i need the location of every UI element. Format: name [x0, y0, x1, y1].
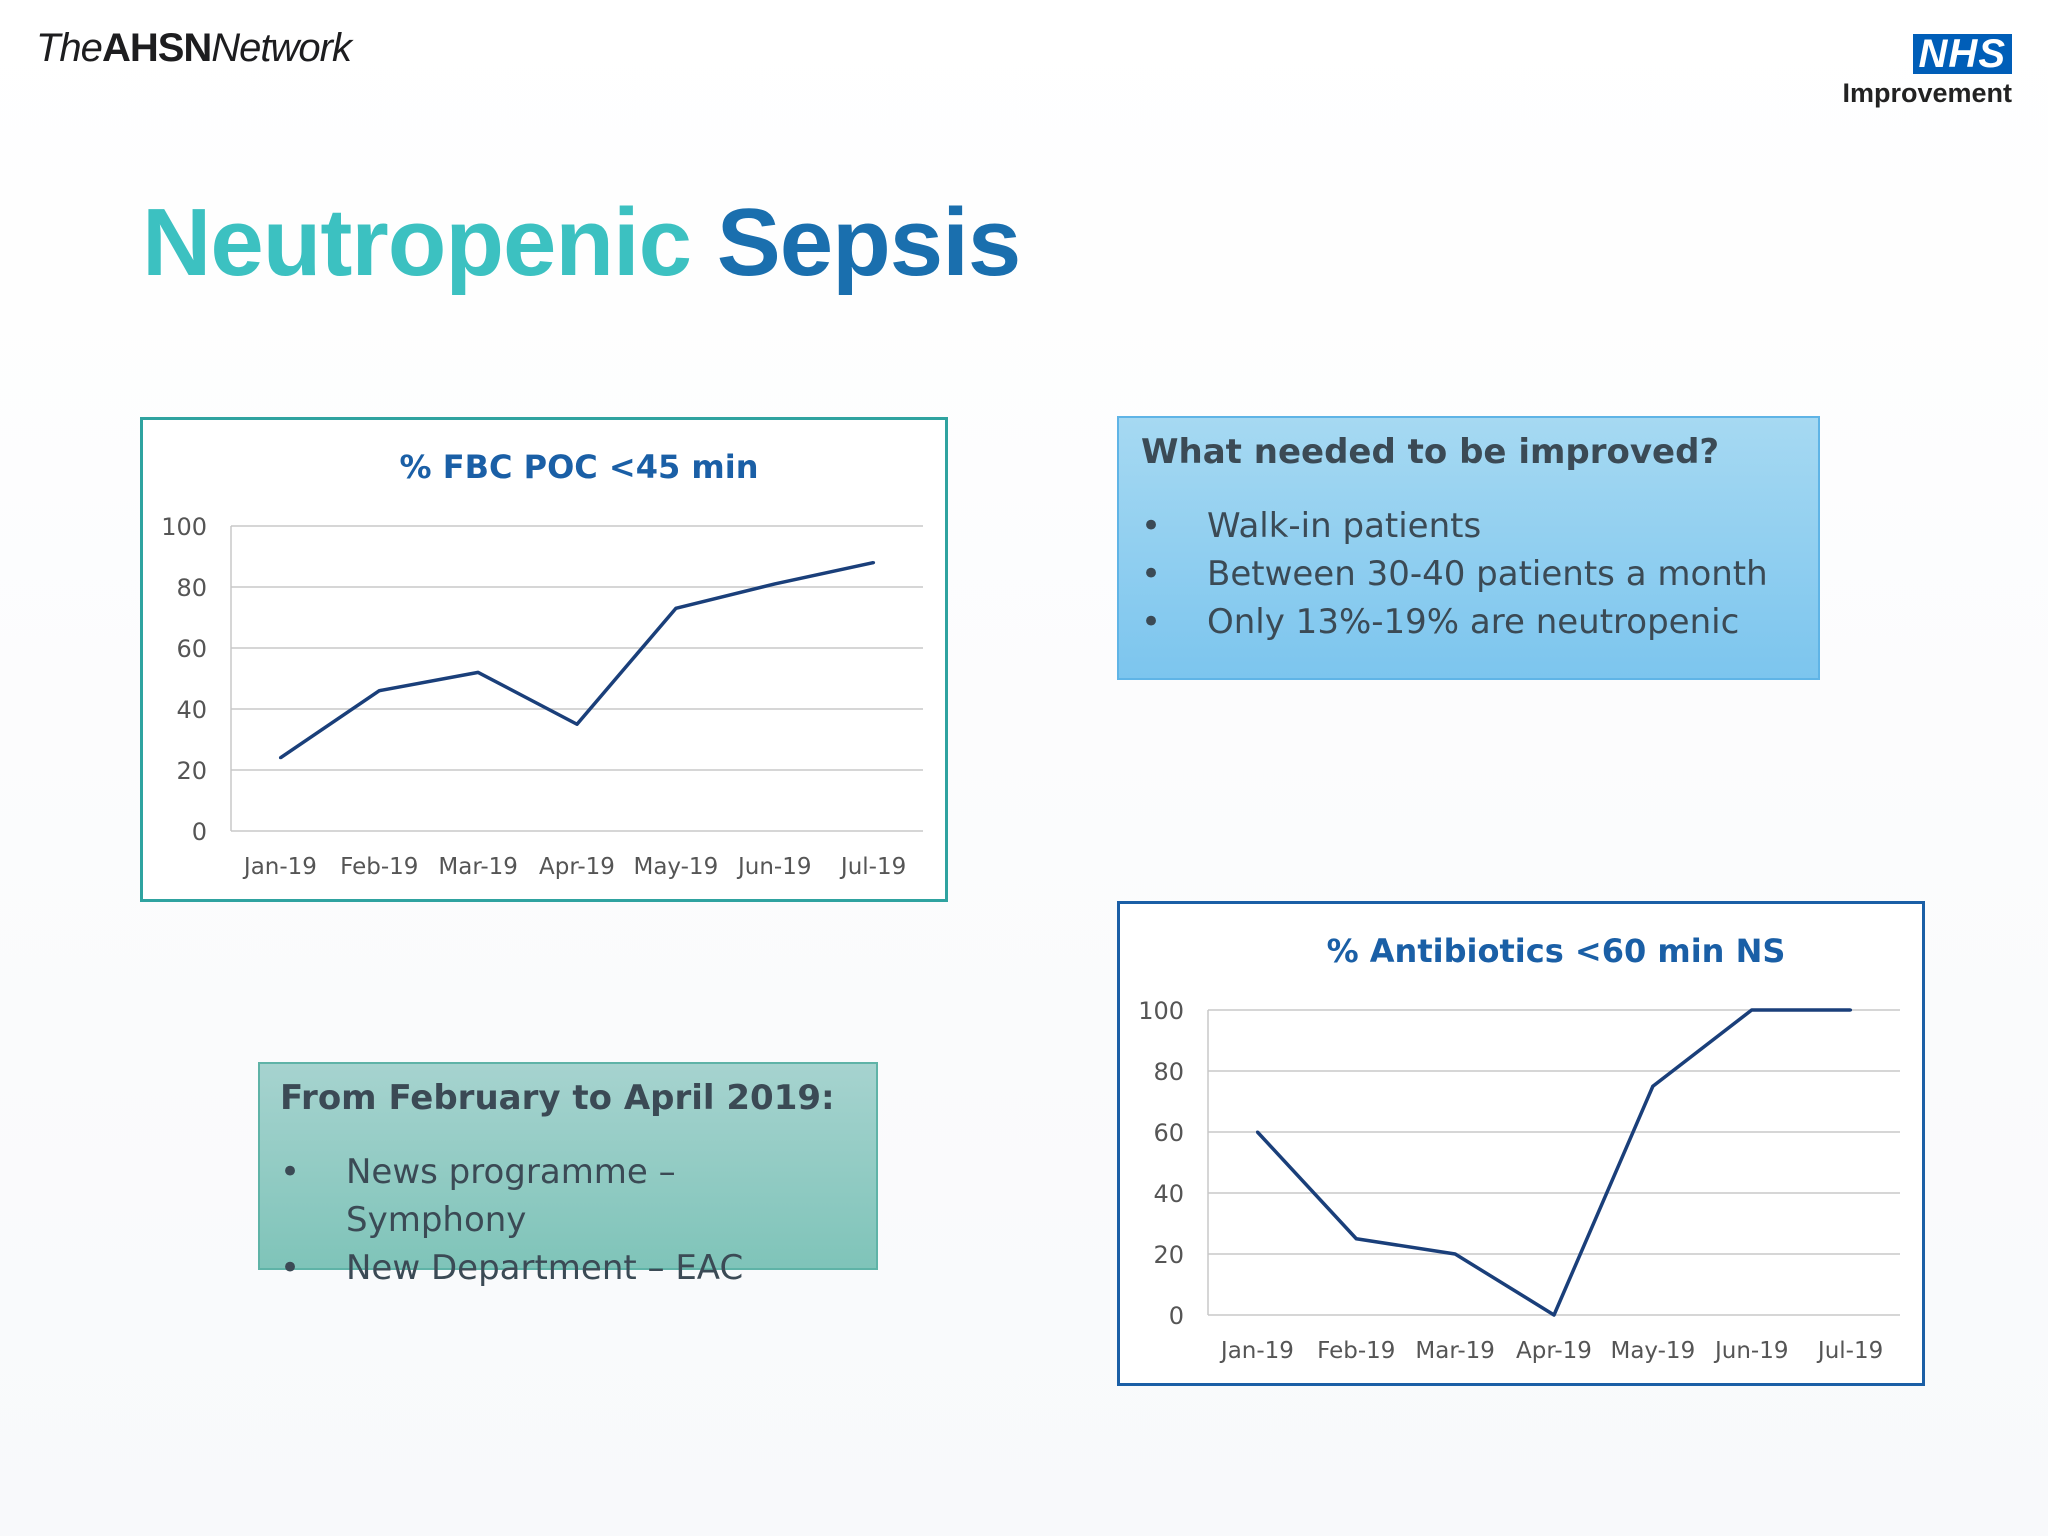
list-item [1141, 598, 1796, 646]
logo-word-ahsn: AHSN [101, 26, 212, 70]
antibiotics-x-tick-label: Jan-19 [1220, 1338, 1294, 1364]
fbc-data-point [773, 582, 776, 585]
antibiotics-y-tick-label: 80 [1153, 1058, 1184, 1086]
fbc-x-tick-label: May-19 [633, 854, 719, 880]
list-item-text: Only 13%-19% are neutropenic [1207, 602, 1740, 642]
improvements-list [1141, 502, 1796, 646]
fbc-x-tick-label: Apr-19 [539, 854, 615, 880]
bullet-icon: • [1141, 506, 1162, 546]
fbc-x-tick-label: Jun-19 [737, 854, 812, 880]
fbc-data-point [576, 723, 579, 726]
antibiotics-y-tick-label: 40 [1153, 1180, 1184, 1208]
antibiotics-x-tick-label: Mar-19 [1415, 1338, 1495, 1364]
fbc-y-tick-label: 60 [176, 635, 207, 663]
fbc-data-point [872, 561, 875, 564]
list-item-text: New Department – EAC [346, 1248, 744, 1288]
title-word-sepsis: Sepsis [716, 189, 1021, 296]
feb-april-list [280, 1148, 856, 1292]
antibiotics-x-tick-label: May-19 [1610, 1338, 1696, 1364]
nhs-subtitle: Improvement [1842, 78, 2012, 108]
fbc-poc-chart-svg [143, 420, 945, 899]
antibiotics-x-tick-label: Feb-19 [1317, 1338, 1396, 1364]
antibiotics-x-tick-label: Jul-19 [1817, 1338, 1884, 1364]
list-item [1141, 550, 1796, 598]
logo-word-the: The [36, 26, 102, 70]
antibiotics-data-point [1553, 1314, 1556, 1317]
improvements-heading: What needed to be improved? [1141, 432, 1720, 472]
title-word-neutropenic: Neutropenic [142, 189, 692, 296]
antibiotics-y-tick-label: 0 [1168, 1302, 1184, 1330]
improvements-box [1117, 416, 1820, 680]
antibiotics-y-tick-label: 60 [1153, 1119, 1184, 1147]
antibiotics-data-point [1256, 1131, 1259, 1134]
fbc-data-point [477, 671, 480, 674]
bullet-icon: • [1141, 554, 1162, 594]
page-title [142, 188, 1020, 298]
feb-april-heading: From February to April 2019: [280, 1078, 835, 1118]
fbc-data-point [378, 689, 381, 692]
antibiotics-chart [1117, 901, 1925, 1386]
feb-april-box [258, 1062, 878, 1288]
nhs-badge: NHS [1913, 34, 2012, 74]
antibiotics-data-point [1750, 1009, 1753, 1012]
ahsn-network-logo [36, 26, 351, 71]
antibiotics-series-line [1257, 1010, 1850, 1315]
antibiotics-chart-title: % Antibiotics <60 min NS [1326, 932, 1786, 970]
fbc-y-tick-label: 40 [176, 696, 207, 724]
list-item-text: Walk-in patients [1207, 506, 1482, 546]
antibiotics-data-point [1454, 1253, 1457, 1256]
fbc-x-tick-label: Jul-19 [840, 854, 907, 880]
bullet-icon: • [280, 1248, 301, 1288]
antibiotics-data-point [1849, 1009, 1852, 1012]
fbc-data-point [674, 607, 677, 610]
list-item [280, 1244, 856, 1292]
fbc-y-tick-label: 20 [176, 757, 207, 785]
list-item-text: News programme – Symphony [346, 1152, 676, 1240]
fbc-data-point [279, 756, 282, 759]
antibiotics-y-tick-label: 100 [1138, 997, 1184, 1025]
bullet-icon: • [280, 1152, 301, 1192]
antibiotics-chart-svg [1120, 904, 1922, 1383]
fbc-x-tick-label: Jan-19 [243, 854, 317, 880]
fbc-y-tick-label: 0 [191, 818, 207, 846]
antibiotics-data-point [1651, 1085, 1654, 1088]
fbc-series-line [280, 563, 873, 758]
antibiotics-data-point [1355, 1237, 1358, 1240]
fbc-y-tick-label: 100 [161, 513, 207, 541]
fbc-x-tick-label: Mar-19 [438, 854, 518, 880]
antibiotics-y-tick-label: 20 [1153, 1241, 1184, 1269]
fbc-chart-title: % FBC POC <45 min [399, 448, 759, 486]
nhs-improvement-logo [1842, 34, 2012, 109]
list-item [1141, 502, 1796, 550]
bullet-icon: • [1141, 602, 1162, 642]
antibiotics-x-tick-label: Jun-19 [1714, 1338, 1789, 1364]
antibiotics-x-tick-label: Apr-19 [1516, 1338, 1592, 1364]
list-item-text: Between 30-40 patients a month [1207, 554, 1768, 594]
fbc-poc-chart [140, 417, 948, 902]
fbc-x-tick-label: Feb-19 [340, 854, 419, 880]
list-item [280, 1148, 856, 1244]
logo-word-network: Network [211, 26, 351, 70]
fbc-y-tick-label: 80 [176, 574, 207, 602]
